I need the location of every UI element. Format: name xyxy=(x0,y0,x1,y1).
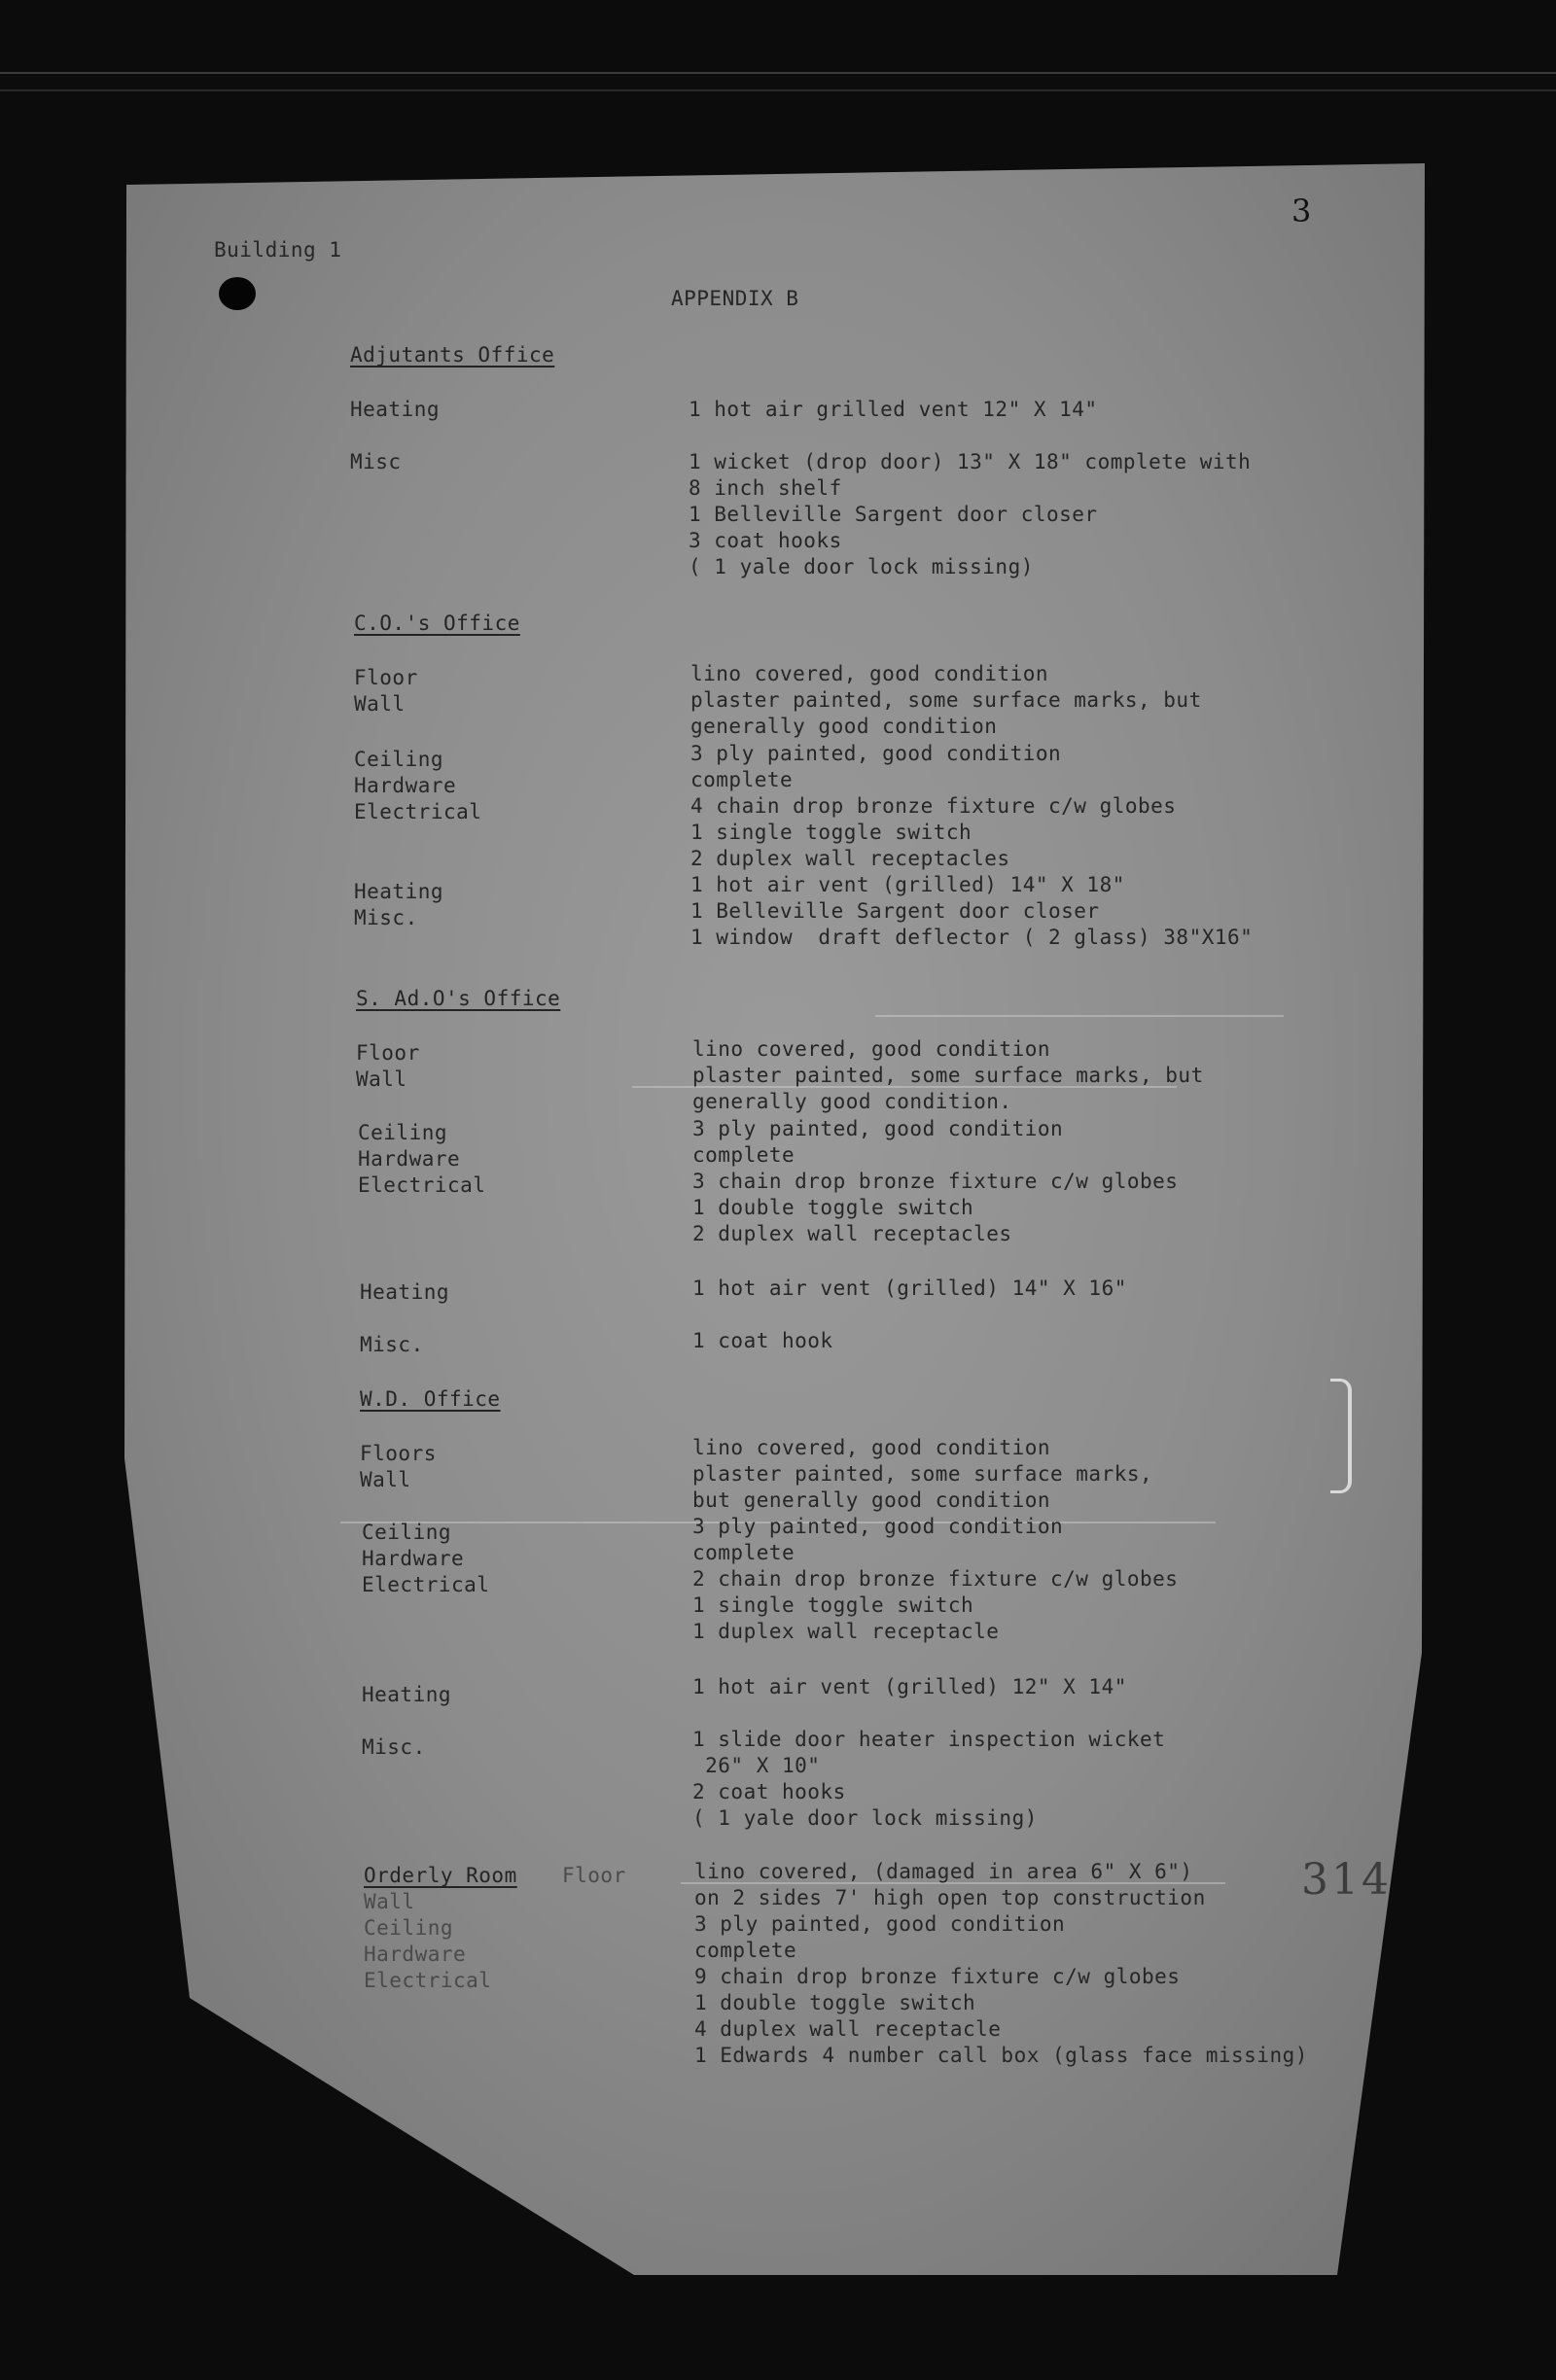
row-value: 1 duplex wall receptacle xyxy=(692,1620,1000,1643)
row-value: 4 duplex wall receptacle xyxy=(694,2017,1002,2041)
film-edge-line xyxy=(0,89,1556,91)
row-label: Electrical xyxy=(354,800,482,823)
row-value: 1 double toggle switch xyxy=(692,1196,974,1219)
row-label: Ceiling xyxy=(364,1916,454,1940)
row-value: 1 double toggle switch xyxy=(694,1991,976,2014)
handwritten-note: 314 xyxy=(1301,1855,1392,1905)
row-value: ( 1 yale door lock missing) xyxy=(692,1806,1038,1830)
row-label: Misc. xyxy=(360,1333,424,1356)
row-value: 1 wicket (drop door) 13" X 18" complete with xyxy=(689,450,1252,473)
row-label: Misc. xyxy=(362,1735,426,1759)
row-label: Floor xyxy=(354,666,418,689)
row-label: Heating xyxy=(362,1683,452,1706)
row-label: Floor xyxy=(562,1864,626,1887)
row-value: 2 duplex wall receptacles xyxy=(690,847,1010,870)
row-label: Wall xyxy=(356,1068,407,1091)
row-value: generally good condition xyxy=(690,715,998,738)
row-value: 1 hot air vent (grilled) 14" X 16" xyxy=(692,1277,1127,1300)
row-value: 1 Belleville Sargent door closer xyxy=(689,503,1098,526)
scan-streak xyxy=(875,1015,1284,1017)
row-value: 3 ply painted, good condition xyxy=(692,1117,1064,1140)
row-value: plaster painted, some surface marks, but xyxy=(690,688,1202,712)
section-heading-adjutants-office: Adjutants Office xyxy=(350,343,555,367)
row-value: lino covered, good condition xyxy=(692,1037,1051,1061)
row-label: Hardware xyxy=(364,1942,467,1966)
row-value: 2 duplex wall receptacles xyxy=(692,1222,1012,1245)
row-value: lino covered, good condition xyxy=(690,662,1049,685)
row-label: Floors xyxy=(360,1442,437,1465)
row-value: generally good condition. xyxy=(692,1090,1012,1113)
row-value: complete xyxy=(692,1541,796,1564)
row-value: 1 Edwards 4 number call box (glass face missing) xyxy=(694,2044,1308,2067)
row-label: Hardware xyxy=(354,774,457,797)
row-label: Heating xyxy=(360,1280,450,1304)
row-value: 8 inch shelf xyxy=(689,476,842,500)
row-value: 2 chain drop bronze fixture c/w globes xyxy=(692,1567,1179,1591)
row-value: 3 ply painted, good condition xyxy=(690,742,1062,765)
row-label: Misc xyxy=(350,450,402,473)
section-heading-wd-office: W.D. Office xyxy=(360,1387,501,1411)
row-value: on 2 sides 7' high open top construction xyxy=(694,1886,1206,1909)
row-value: 1 coat hook xyxy=(692,1329,833,1352)
row-label: Hardware xyxy=(362,1547,465,1570)
row-value: 1 single toggle switch xyxy=(692,1593,974,1617)
section-heading-orderly-room: Orderly Room xyxy=(364,1864,517,1887)
row-value: plaster painted, some surface marks, but xyxy=(692,1064,1204,1087)
row-value: 2 coat hooks xyxy=(692,1780,846,1803)
row-value: 4 chain drop bronze fixture c/w globes xyxy=(690,794,1177,818)
section-heading-cos-office: C.O.'s Office xyxy=(354,612,520,635)
row-value: 3 ply painted, good condition xyxy=(692,1515,1064,1538)
row-value: lino covered, (damaged in area 6" X 6") xyxy=(694,1860,1193,1883)
row-label: Hardware xyxy=(358,1147,461,1171)
row-value: complete xyxy=(692,1143,796,1167)
row-value: complete xyxy=(690,768,794,791)
row-value: 26" X 10" xyxy=(692,1754,821,1777)
row-label: Ceiling xyxy=(362,1521,452,1544)
bracket-mark xyxy=(1330,1379,1352,1493)
section-heading-s-ado-office: S. Ad.O's Office xyxy=(356,987,561,1010)
row-label: Ceiling xyxy=(358,1121,448,1144)
row-label: Heating xyxy=(350,398,441,421)
row-value: 1 single toggle switch xyxy=(690,821,972,844)
row-label: Electrical xyxy=(362,1573,490,1596)
row-label: Heating xyxy=(354,880,444,903)
row-value: but generally good condition xyxy=(692,1488,1051,1512)
row-value: 1 hot air grilled vent 12" X 14" xyxy=(689,398,1098,421)
row-value: lino covered, good condition xyxy=(692,1436,1051,1459)
row-label: Electrical xyxy=(358,1173,486,1197)
row-value: 1 hot air vent (grilled) 12" X 14" xyxy=(692,1675,1127,1698)
row-value: 3 chain drop bronze fixture c/w globes xyxy=(692,1170,1179,1193)
row-value: 1 hot air vent (grilled) 14" X 18" xyxy=(690,873,1125,896)
row-label: Ceiling xyxy=(354,748,444,771)
film-edge-line xyxy=(0,72,1556,74)
building-label: Building 1 xyxy=(214,238,342,262)
page-number: 3 xyxy=(1291,192,1312,229)
row-value: 3 ply painted, good condition xyxy=(694,1912,1066,1936)
row-value: 1 window draft deflector ( 2 glass) 38"X16" xyxy=(690,926,1254,949)
row-label: Wall xyxy=(360,1468,411,1491)
row-value: 1 Belleville Sargent door closer xyxy=(690,899,1100,923)
row-value: complete xyxy=(694,1939,797,1962)
appendix-title: APPENDIX B xyxy=(671,287,799,310)
row-label: Electrical xyxy=(364,1969,492,1992)
row-value: plaster painted, some surface marks, xyxy=(692,1462,1153,1486)
row-label: Wall xyxy=(354,692,406,716)
row-label: Misc. xyxy=(354,906,418,929)
row-label: Wall xyxy=(364,1890,415,1913)
row-value: ( 1 yale door lock missing) xyxy=(689,555,1034,578)
row-value: 9 chain drop bronze fixture c/w globes xyxy=(694,1965,1181,1988)
row-label: Floor xyxy=(356,1041,420,1065)
row-value: 1 slide door heater inspection wicket xyxy=(692,1728,1166,1751)
row-value: 3 coat hooks xyxy=(689,529,842,552)
punch-hole xyxy=(219,277,256,310)
